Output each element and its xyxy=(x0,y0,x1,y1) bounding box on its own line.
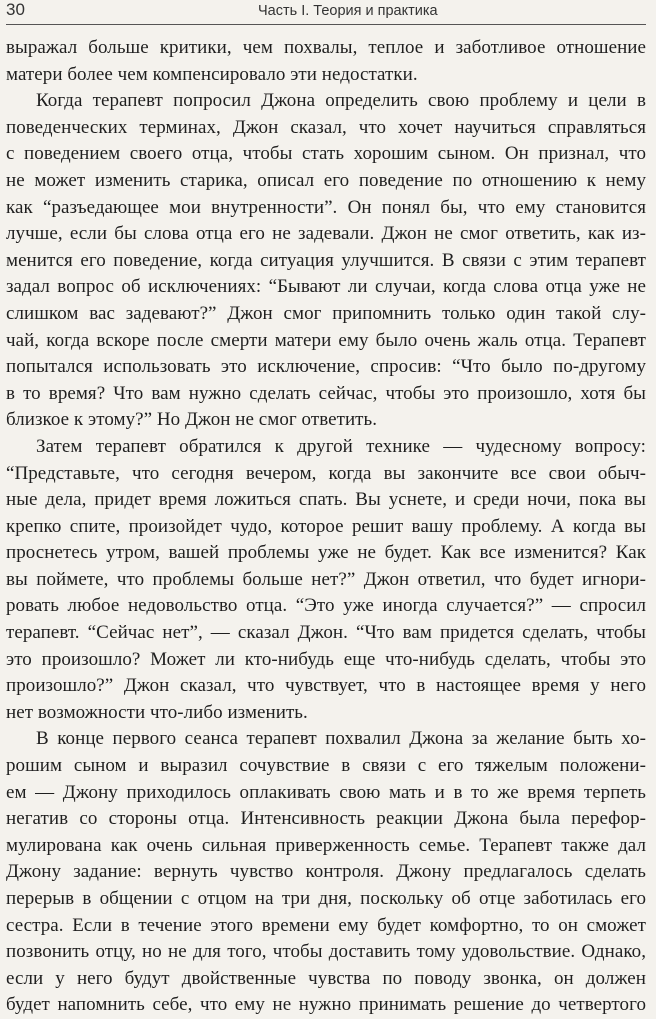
text-line: проснетесь утром, вашей проблемы уже не будет. Как все изменится? Как xyxy=(6,542,646,564)
text-line: Затем терапевт обратился к другой технике — чудесному вопросу: xyxy=(36,435,646,457)
text-line: как “разъедающее мои внутренности”. Он понял бы, что ему становится xyxy=(6,196,646,218)
text-line: если у него будут двойственные чувства по поводу звонка, он должен xyxy=(6,967,646,989)
text-line: менится его поведение, когда ситуация улучшится. В связи с этим терапевт xyxy=(6,249,646,271)
text-line: В конце первого сеанса терапевт похвалил Джона за желание быть хо- xyxy=(36,728,646,750)
text-line: нет возможности что-либо изменить. xyxy=(6,701,308,723)
page-number: 30 xyxy=(6,0,25,19)
text-line: сестра. Если в течение этого времени ему будет комфортно, то он сможет xyxy=(6,914,646,936)
text-line: с поведением своего отца, чтобы стать хорошим сыном. Он признал, что xyxy=(6,143,646,165)
text-line: позвонить отцу, но не для того, чтобы доставить тому удовольствие. Однако, xyxy=(6,941,646,963)
text-line: поведенческих терминах, Джон сказал, что хочет научиться справляться xyxy=(6,116,646,138)
page-header xyxy=(6,0,646,25)
text-line: “Представьте, что сегодня вечером, когда вы закончите все свои обыч- xyxy=(6,462,646,484)
text-line: перерыв в общении с отцом на три дня, поскольку об отце заботилась его xyxy=(6,888,646,909)
text-line: крепко спите, произойдет чудо, которое решит вашу проблему. А когда вы xyxy=(6,515,646,537)
text-line: это произошло? Может ли кто-нибудь еще что-нибудь сделать, чтобы это xyxy=(6,648,646,670)
text-line: рошим сыном и выразил сочувствие в связи с его тяжелым положени- xyxy=(6,755,646,777)
text-line: ные дела, придет время ложиться спать. Вы уснете, и среди ночи, пока вы xyxy=(6,489,646,511)
text-line: ровать любое недовольство отца. “Это уже иногда случается?” — спросил xyxy=(6,595,646,617)
running-title: Часть I. Теория и практика xyxy=(258,3,438,19)
text-line: лучше, если бы слова отца его не задевали. Джон не смог ответить, как из- xyxy=(6,223,646,245)
text-line: задал вопрос об исключениях: “Бывают ли случаи, когда слова отца уже не xyxy=(6,276,646,298)
paragraph xyxy=(6,434,646,727)
paragraph xyxy=(6,88,646,434)
body-text xyxy=(6,35,646,1019)
text-line: слишком вас задевают?” Джон смог припомнить только один такой слу- xyxy=(6,302,646,324)
paragraph xyxy=(6,726,646,1019)
text-line: вы поймете, что проблемы больше нет?” Джон ответил, что будет игнори- xyxy=(6,568,646,590)
text-line: будет напомнить себе, что ему не нужно принимать решение до четвертого xyxy=(6,994,646,1016)
text-line: попытался использовать это исключение, спросив: “Что было по-другому xyxy=(6,356,646,378)
text-line: матери более чем компенсировало эти недостатки. xyxy=(6,63,418,85)
text-line: не может изменить старика, описал его поведение по отношению к нему xyxy=(6,169,646,191)
text-line: терапевт. “Сейчас нет”, — сказал Джон. “Что вам придется сделать, чтобы xyxy=(6,622,646,644)
text-line: близкое к этому?” Но Джон не смог ответить. xyxy=(6,409,378,431)
text-line: ем — Джону приходилось оплакивать свою мать и в то же время терпеть xyxy=(6,781,646,803)
text-line: произошло?” Джон сказал, что чувствует, что в настоящее время у него xyxy=(6,675,646,697)
text-line: мулирована как очень сильная приверженность семье. Терапевт также дал xyxy=(6,834,646,856)
text-line: Когда терапевт попросил Джона определить свою проблему и цели в xyxy=(36,90,646,112)
text-line: выражал больше критики, чем похвалы, теплое и заботливое отношение xyxy=(6,37,646,58)
text-line: Джону задание: вернуть чувство контроля. Джону предлагалось сделать xyxy=(6,861,646,883)
text-line: чай, когда вскоре после смерти матери ему было очень жаль отца. Терапевт xyxy=(6,329,646,351)
paragraph xyxy=(6,35,646,88)
text-line: в то время? Что вам нужно сделать сейчас, чтобы это произошло, хотя бы xyxy=(6,382,646,404)
text-line: негатив со стороны отца. Интенсивность реакции Джона была перефор- xyxy=(6,808,646,830)
